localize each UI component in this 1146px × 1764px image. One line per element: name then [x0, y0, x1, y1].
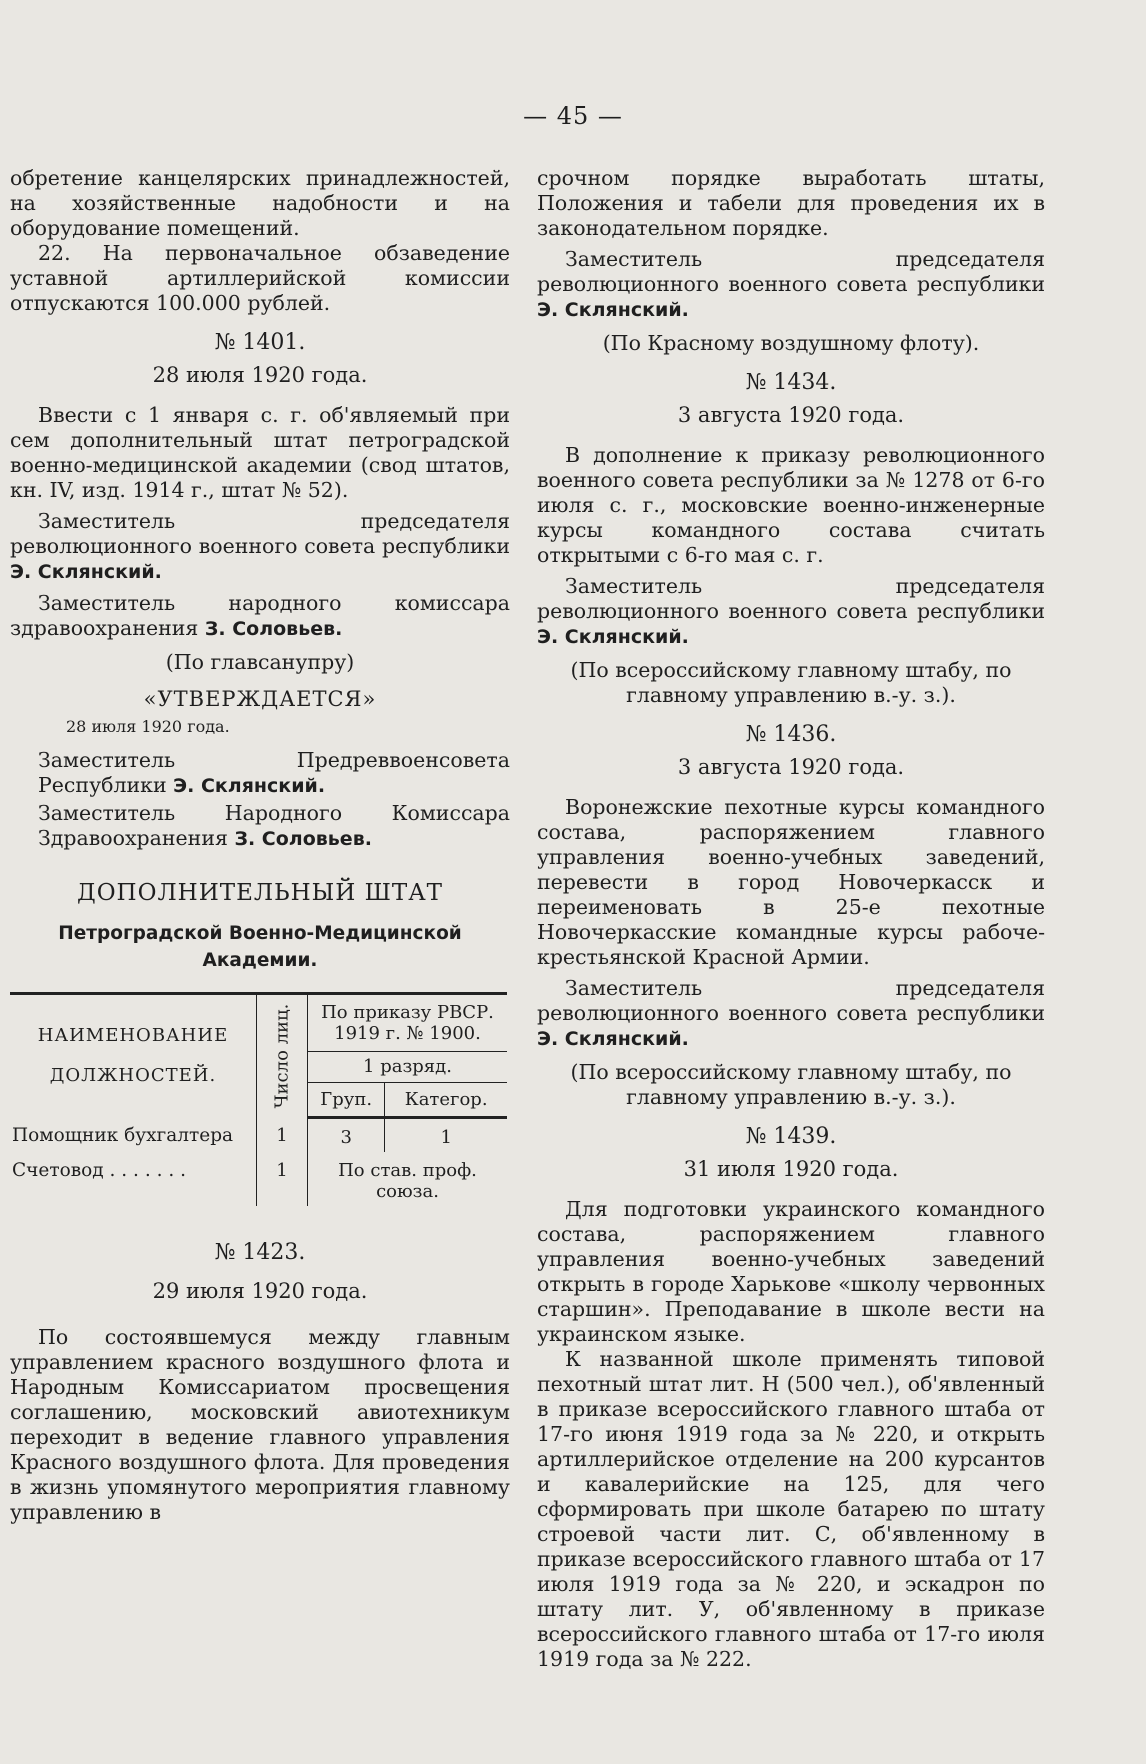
column-header-count-label: Число лиц.: [271, 1003, 293, 1109]
right-column: [537, 166, 1045, 1672]
intro-paragraph: 22. На первоначальное обзаведение уставной артиллерийской комиссии отпускаются 100.000 рублей.: [10, 241, 510, 315]
order-body: Для подготовки украинского командного состава, распоряжением главного управления военно-учебных заведений открыть в городе Харькове «школу червонных старшин». Преподавание в школе вести на украинском языке.: [537, 1197, 1045, 1346]
order-number: № 1434.: [745, 370, 837, 395]
signature-text: Заместитель Предреввоенсовета Республики: [38, 748, 510, 797]
signer-name: Э. Склянский.: [537, 626, 689, 648]
position-note: По став. проф. союза.: [338, 1159, 477, 1202]
order-date: 31 июля 1920 года.: [683, 1157, 899, 1181]
signature-text: Заместитель председателя революционного военного совета республики: [10, 509, 510, 558]
order-date: 3 августа 1920 года.: [677, 755, 905, 779]
order-body: По состоявшемуся между главным управлением красного воздушного флота и Народным Комиссариатом просвещения соглашению, московский авиотехникум переходит в ведение главного управления Красного воздушного флота. Для проведения в жизнь упомянутого мероприятия главному управлению в: [10, 1324, 510, 1524]
signature-line: [10, 591, 510, 642]
signature-text: Заместитель председателя революционного военного совета республики: [537, 976, 1045, 1025]
order-number: № 1401.: [214, 330, 306, 355]
column-header-count: [257, 994, 308, 1118]
signature-line: [10, 748, 510, 799]
column-header-category: 1 разряд.: [308, 1051, 508, 1082]
signature-text: Заместитель народного комиссара здравоохранения: [10, 591, 510, 640]
position-name: Счетовод . . . . . . .: [10, 1152, 257, 1206]
position-category: 1: [440, 1126, 452, 1148]
left-column: [10, 166, 510, 1525]
position-name: Помощник бухгалтера: [10, 1117, 257, 1152]
intro-paragraph: обретение канцелярских принадлежностей, на хозяйственные надобности и на оборудование помещений.: [10, 166, 510, 240]
continuation-paragraph: срочном порядке выработать штаты, Положения и табели для проведения их в законодательном порядке.: [537, 166, 1045, 240]
order-body: К названной школе применять типовой пехотный штат лит. Н (500 чел.), об'явленный в приказе всероссийского главного штаба от 17-го июня 1919 года за № 220, и открыть артиллерийское отделение на 200 курсантов и кавалерийские на 125, для чего сформировать при школе батарею по штату строевой части лит. С, об'явленному в приказе всероссийского главного штаба от 17 июля 1919 года за № 220, и эскадрон по штату лит. У, об'явленному в приказе всероссийского главного штаба от 17-го июля 1919 года за № 222.: [537, 1347, 1045, 1671]
order-date: 28 июля 1920 года.: [152, 363, 368, 387]
signature-line: [10, 509, 510, 585]
order-number: № 1436.: [745, 722, 837, 747]
signature-text: Заместитель Народного Комиссара Здравоохранения: [38, 801, 510, 850]
order-body: Воронежские пехотные курсы командного состава, распоряжением главного управления военно-учебных заведений, перевести в город Новочеркасск и переименовать в 25-е пехотные Новочеркасские командные курсы рабоче-крестьянской Красной Армии.: [537, 795, 1045, 969]
approval-date: 28 июля 1920 года.: [66, 717, 230, 736]
signature-line: [10, 801, 510, 852]
order-date: 3 августа 1920 года.: [677, 403, 905, 427]
signature-text: Заместитель председателя революционного военного совета республики: [537, 574, 1045, 623]
column-header-order: По приказу РВСР. 1919 г. № 1900.: [308, 994, 508, 1052]
signature-line: [537, 574, 1045, 650]
staff-subtitle: Петроградской Военно-Медицинской Академии.: [58, 923, 462, 971]
signer-name: Э. Склянский.: [173, 775, 326, 797]
signature-text: Заместитель председателя революционного военного совета республики: [537, 247, 1045, 296]
signer-name: Э. Склянский.: [10, 561, 162, 583]
department-note: (По всероссийскому главному штабу, по главному управлению в.-у. з.).: [570, 1060, 1012, 1109]
position-count: 1: [257, 1117, 308, 1152]
department-note: (По Красному воздушному флоту).: [602, 331, 980, 355]
column-header-group: Груп.: [308, 1082, 385, 1117]
staff-title: ДОПОЛНИТЕЛЬНЫЙ ШТАТ: [77, 880, 443, 906]
signer-name: Э. Склянский.: [537, 1028, 689, 1050]
position-group: 3: [308, 1117, 385, 1152]
order-body: Ввести с 1 января с. г. об'являемый при сем дополнительный штат петроградской военно-медицинской академии (свод штатов, кн. IV, изд. 1914 г., штат № 52).: [10, 403, 510, 502]
position-count: 1: [257, 1152, 308, 1206]
signature-line: [537, 976, 1045, 1052]
order-body: В дополнение к приказу революционного военного совета республики за № 1278 от 6-го июля с. г., московские военно-инженерные курсы командного состава считать открытыми с 6-го мая с. г.: [537, 443, 1045, 567]
table-row: [10, 1152, 507, 1206]
order-number: № 1439.: [745, 1124, 837, 1149]
signature-line: [537, 247, 1045, 323]
signer-name: З. Соловьев.: [204, 618, 343, 640]
column-header-name: НАИМЕНОВАНИЕ ДОЛЖНОСТЕЙ.: [10, 994, 257, 1118]
staff-table: [10, 992, 507, 1206]
order-number: № 1423.: [214, 1239, 306, 1265]
department-note: (По всероссийскому главному штабу, по главному управлению в.-у. з.).: [570, 658, 1012, 707]
table-row: [10, 1117, 507, 1152]
order-date: 29 июля 1920 года.: [152, 1278, 368, 1303]
approval-block: [10, 687, 510, 852]
signer-name: Э. Склянский.: [537, 299, 689, 321]
page-number: — 45 —: [523, 102, 623, 130]
department-note: (По главсанупру): [165, 650, 355, 674]
column-header-cat: Категор.: [385, 1082, 507, 1117]
signer-name: З. Соловьев.: [234, 828, 372, 850]
approval-heading: «УТВЕРЖДАЕТСЯ»: [143, 687, 377, 711]
